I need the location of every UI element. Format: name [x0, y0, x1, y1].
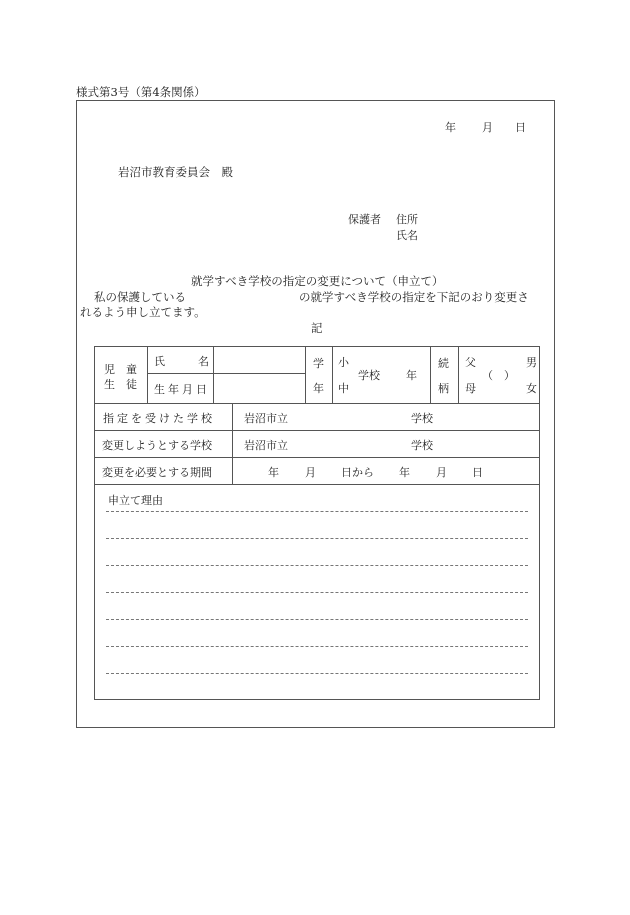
- grade-label-2: 年: [313, 382, 324, 395]
- addressee: 岩沼市教育委員会 殿: [118, 165, 233, 179]
- child-label-1: 児 童: [104, 363, 137, 376]
- period-label: 変更を必要とする期間: [102, 466, 212, 479]
- date-year-label: 年: [445, 121, 456, 134]
- date-day-label: 日: [515, 121, 526, 134]
- name-label-a: 氏: [154, 355, 165, 368]
- reason-line: [106, 511, 528, 512]
- reason-line: [106, 538, 528, 539]
- change-school-word: 学校: [411, 439, 433, 452]
- body-line1-start: 私の保護している: [94, 290, 186, 304]
- school-sho: 小: [338, 356, 349, 369]
- reason-label: 申立て理由: [108, 494, 163, 507]
- reason-line: [106, 619, 528, 620]
- designated-school-word: 学校: [411, 412, 433, 425]
- period-year2: 年: [399, 466, 410, 479]
- designated-city-prefix: 岩沼市立: [244, 412, 288, 425]
- body-line2: れるよう申し立てます。: [80, 305, 206, 319]
- period-month: 月: [305, 466, 316, 479]
- designated-school-label: 指定を受けた学校: [103, 412, 215, 425]
- father-label: 父: [465, 356, 476, 369]
- mother-label: 母: [465, 382, 476, 395]
- period-from: 日から: [341, 466, 374, 479]
- name-label-b: 名: [198, 355, 209, 368]
- school-chu: 中: [338, 382, 349, 395]
- reason-line: [106, 673, 528, 674]
- male-label: 男: [526, 356, 537, 369]
- period-month2: 月: [436, 466, 447, 479]
- name-label: 氏名: [396, 229, 418, 242]
- ki-label: 記: [311, 321, 323, 335]
- guardian-label: 保護者: [348, 213, 381, 226]
- relation-label-2: 柄: [438, 382, 449, 395]
- subject-title: 就学すべき学校の指定の変更について（申立て）: [191, 274, 444, 288]
- address-label: 住所: [396, 213, 418, 226]
- relation-paren: （ ）: [482, 369, 515, 382]
- grade-label-1: 学: [313, 357, 324, 370]
- reason-line: [106, 565, 528, 566]
- form-number: 様式第3号（第4条関係）: [76, 85, 206, 99]
- change-school-label: 変更しようとする学校: [102, 439, 212, 452]
- date-month-label: 月: [482, 121, 493, 134]
- female-label: 女: [526, 382, 537, 395]
- birth-label: 生年月日: [154, 383, 210, 396]
- school-suffix: 学校: [358, 369, 380, 382]
- relation-label-1: 続: [438, 357, 449, 370]
- change-city-prefix: 岩沼市立: [244, 439, 288, 452]
- period-year: 年: [268, 466, 279, 479]
- child-label-2: 生 徒: [104, 378, 137, 391]
- grade-suffix: 年: [406, 369, 417, 382]
- reason-line: [106, 646, 528, 647]
- period-day2: 日: [472, 466, 483, 479]
- reason-line: [106, 592, 528, 593]
- body-line1-end: の就学すべき学校の指定を下記のおり変更さ: [299, 290, 529, 304]
